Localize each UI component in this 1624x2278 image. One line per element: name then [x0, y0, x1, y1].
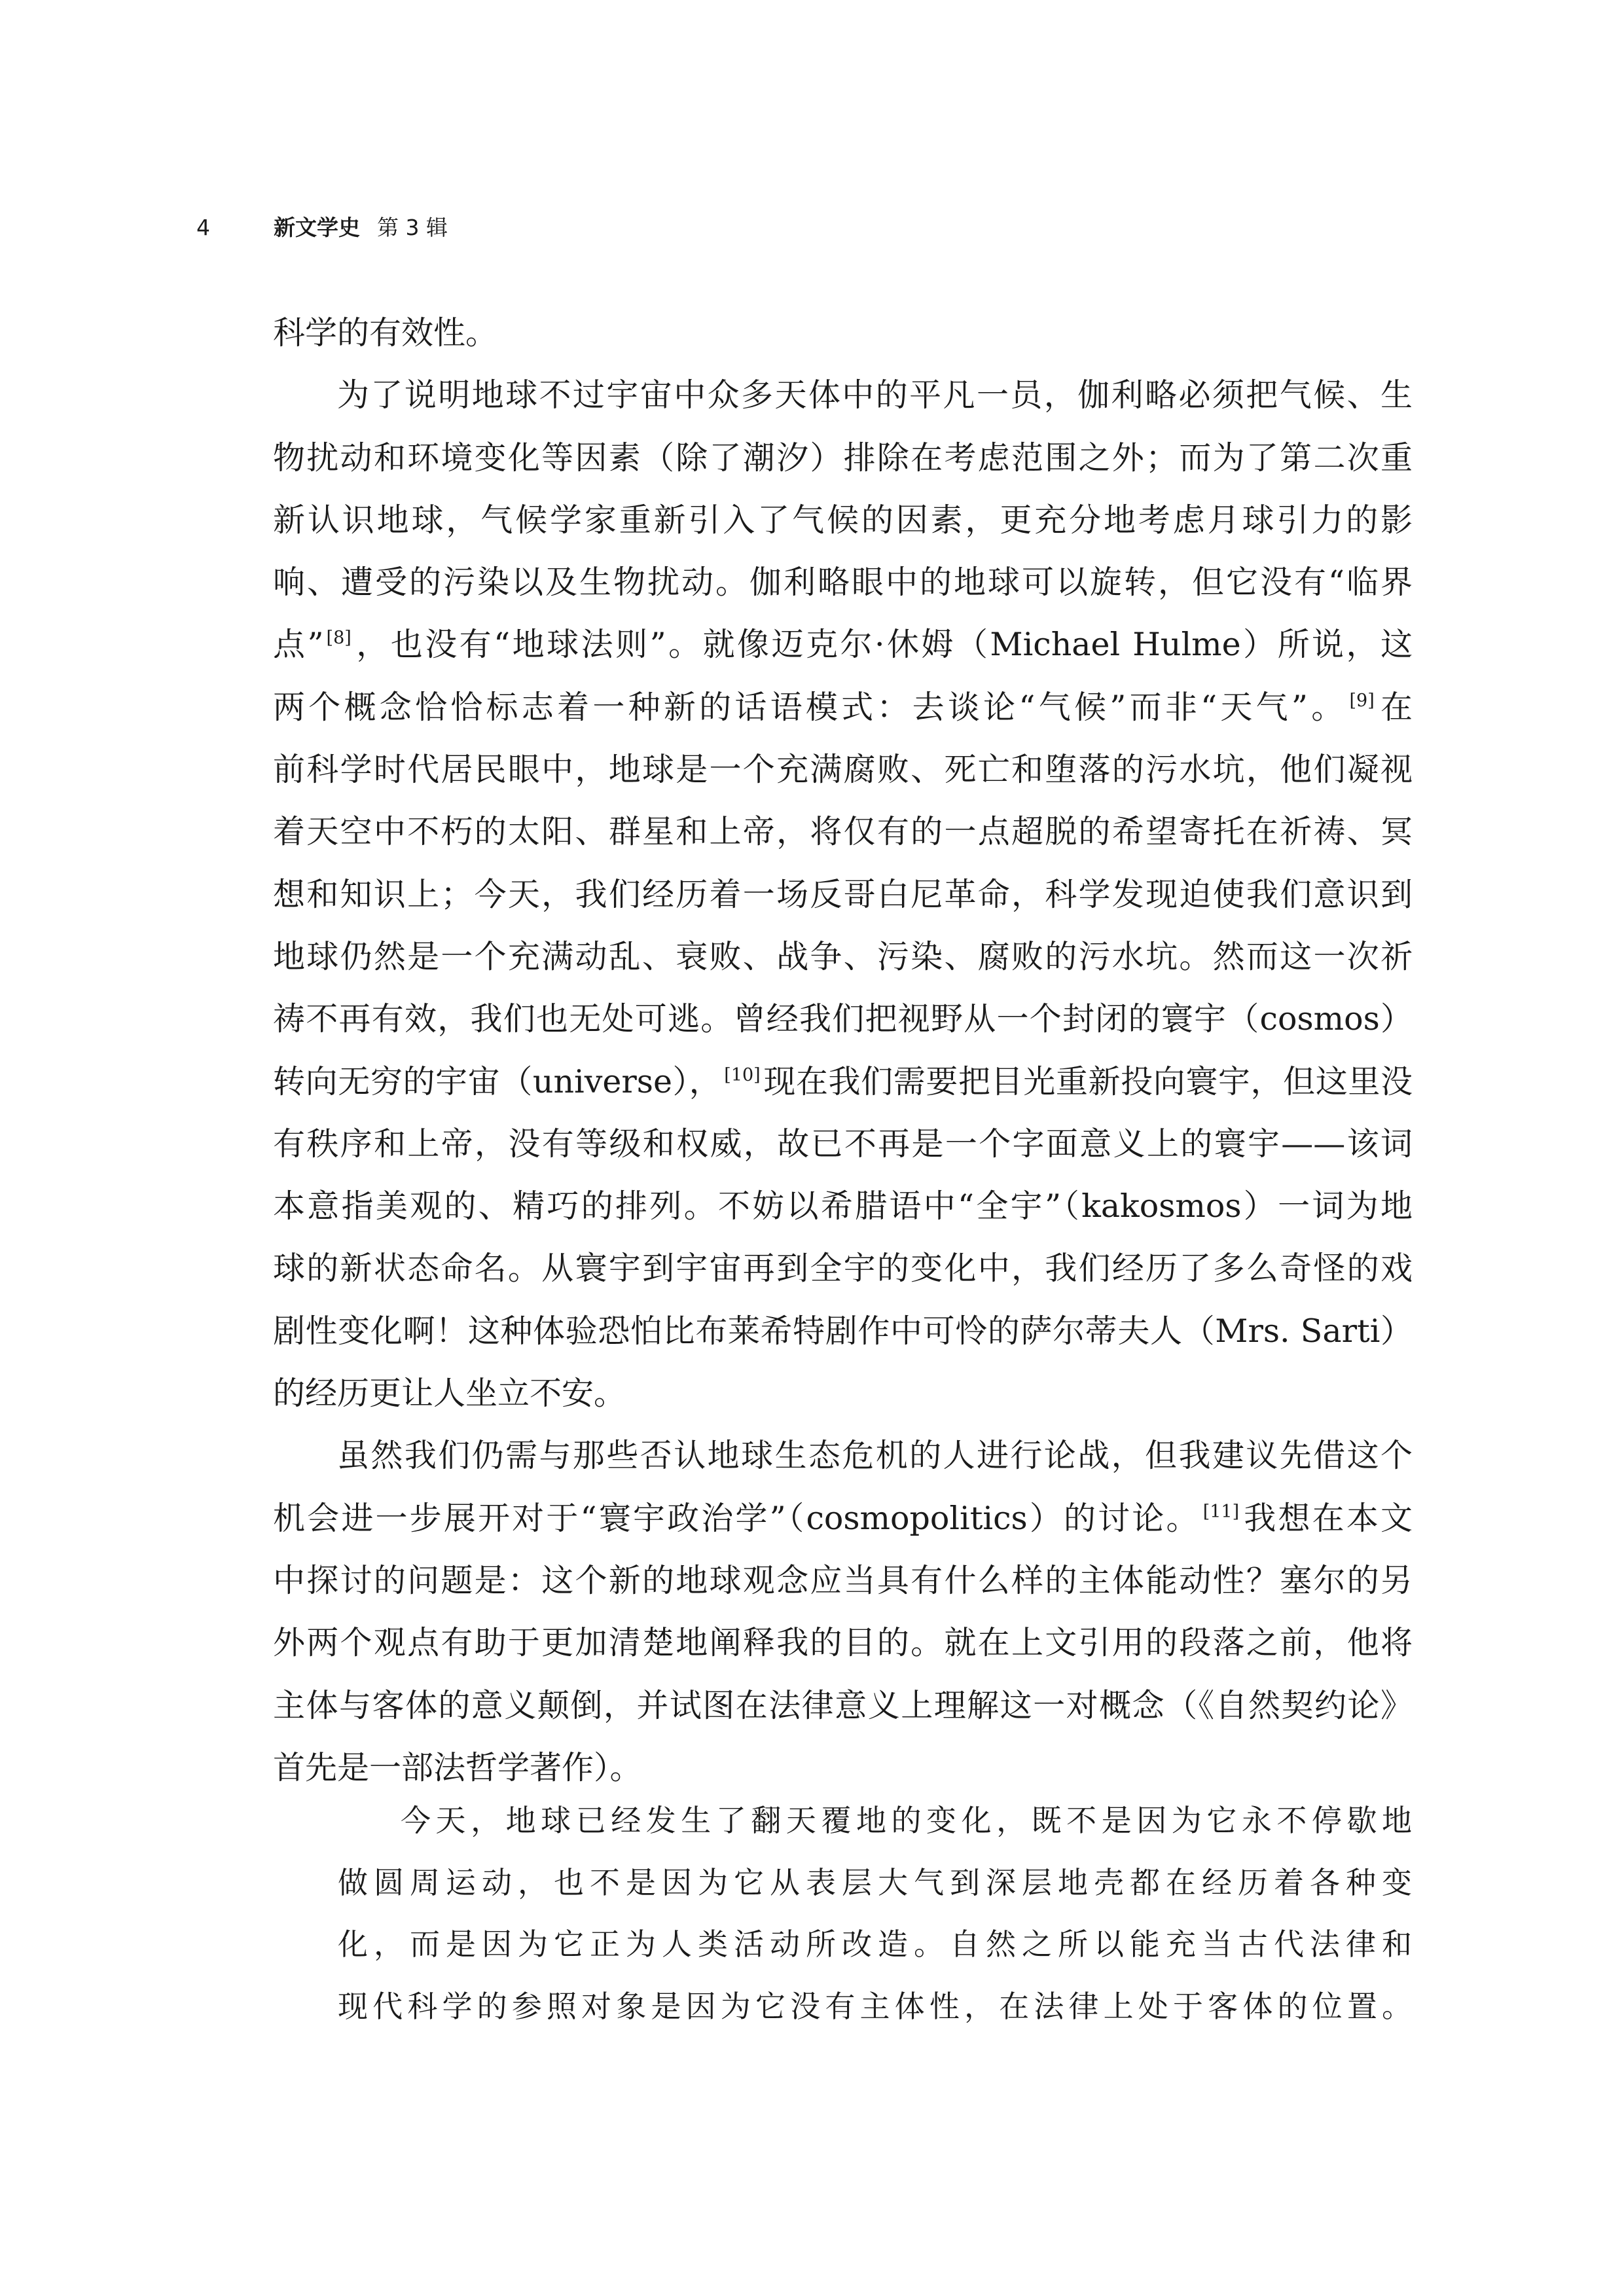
- text-fragment: 机会进一步展开对于“寰宇政治学”（cosmopolitics）的讨论。: [273, 1499, 1200, 1537]
- text-line: 外两个观点有助于更加清楚地阐释我的目的。就在上文引用的段落之前，他将: [273, 1624, 1413, 1662]
- text-line: [273, 1487, 1413, 1549]
- text-line: 中探讨的问题是：这个新的地球观念应当具有什么样的主体能动性？塞尔的另: [273, 1561, 1413, 1599]
- text-fragment: 在: [1377, 688, 1413, 726]
- footnote-ref: [11]: [1202, 1501, 1240, 1522]
- quote-line: 今天，地球已经发生了翻天覆地的变化，既不是因为它永不停歇地: [401, 1803, 1413, 1838]
- quote-line: 做圆周运动，也不是因为它从表层大气到深层地壳都在经历着各种变: [338, 1864, 1413, 1900]
- text-line: 着天空中不朽的太阳、群星和上帝，将仅有的一点超脱的希望寄托在祈祷、冥: [273, 813, 1413, 851]
- text-fragment: 两个概念恰恰标志着一种新的话语模式：去谈论“气候”而非“天气”。: [273, 688, 1347, 726]
- quote-line: 现代科学的参照对象是因为它没有主体性，在法律上处于客体的位置。: [338, 1988, 1413, 2024]
- footnote-ref: [8]: [326, 628, 352, 649]
- block-quote: [338, 1790, 1413, 2037]
- issue-label: 第 3 辑: [377, 215, 448, 240]
- text-line: 球的新状态命名。从寰宇到宇宙再到全宇的变化中，我们经历了多么奇怪的戏: [273, 1250, 1413, 1288]
- text-line: 有秩序和上帝，没有等级和权威，故已不再是一个字面意义上的寰宇——该词: [273, 1125, 1413, 1163]
- running-header: [196, 211, 448, 250]
- text-line: 物扰动和环境变化等因素（除了潮汐）排除在考虑范围之外；而为了第二次重: [273, 439, 1413, 477]
- text-line: 科学的有效性。: [273, 314, 498, 352]
- text-line: 响、遭受的污染以及生物扰动。伽利略眼中的地球可以旋转，但它没有“临界: [273, 564, 1413, 602]
- paragraph: [273, 302, 1413, 364]
- text-line: 为了说明地球不过宇宙中众多天体中的平凡一员，伽利略必须把气候、生: [337, 376, 1413, 414]
- text-line: 的经历更让人坐立不安。: [273, 1375, 626, 1413]
- footnote-ref: [9]: [1349, 690, 1375, 711]
- paragraph: [273, 1424, 1413, 1799]
- text-fragment: 现在我们需要把目光重新投向寰宇，但这里没: [763, 1062, 1413, 1100]
- text-line: 虽然我们仍需与那些否认地球生态危机的人进行论战，但我建议先借这个: [337, 1437, 1413, 1475]
- text-line: 想和知识上；今天，我们经历着一场反哥白尼革命，科学发现迫使我们意识到: [273, 875, 1413, 913]
- text-fragment: ，也没有“地球法则”。就像迈克尔·休姆（Michael Hulme）所说，这: [353, 626, 1413, 664]
- text-line: [273, 1051, 1413, 1113]
- text-fragment: 点”: [273, 626, 324, 664]
- text-line: [273, 676, 1413, 738]
- text-line: 新认识地球，气候学家重新引入了气候的因素，更充分地考虑月球引力的影: [273, 501, 1413, 539]
- footnote-ref: [10]: [724, 1064, 761, 1085]
- text-line: 剧性变化啊！这种体验恐怕比布莱希特剧作中可怜的萨尔蒂夫人（Mrs. Sarti）: [273, 1312, 1413, 1350]
- main-text: [273, 302, 1413, 1799]
- text-fragment: 转向无穷的宇宙（universe），: [273, 1062, 722, 1100]
- text-line: [273, 613, 1413, 676]
- page-number: 4: [196, 215, 210, 240]
- text-line: 地球仍然是一个充满动乱、衰败、战争、污染、腐败的污水坑。然而这一次祈: [273, 937, 1413, 975]
- text-line: 首先是一部法哲学著作）。: [273, 1748, 642, 1786]
- text-line: 主体与客体的意义颠倒，并试图在法律意义上理解这一对概念（《自然契约论》: [273, 1686, 1413, 1724]
- text-line: 前科学时代居民眼中，地球是一个充满腐败、死亡和堕落的污水坑，他们凝视: [273, 751, 1413, 789]
- text-line: 祷不再有效，我们也无处可逃。曾经我们把视野从一个封闭的寰宇（cosmos）: [273, 1000, 1413, 1038]
- text-fragment: 我想在本文: [1242, 1499, 1413, 1537]
- paragraph: [273, 364, 1413, 1424]
- quote-line: 化，而是因为它正为人类活动所改造。自然之所以能充当古代法律和: [338, 1926, 1413, 1962]
- text-line: 本意指美观的、精巧的排列。不妨以希腊语中“全宇”（kakosmos）一词为地: [273, 1187, 1413, 1225]
- journal-title: 新文学史: [274, 215, 360, 240]
